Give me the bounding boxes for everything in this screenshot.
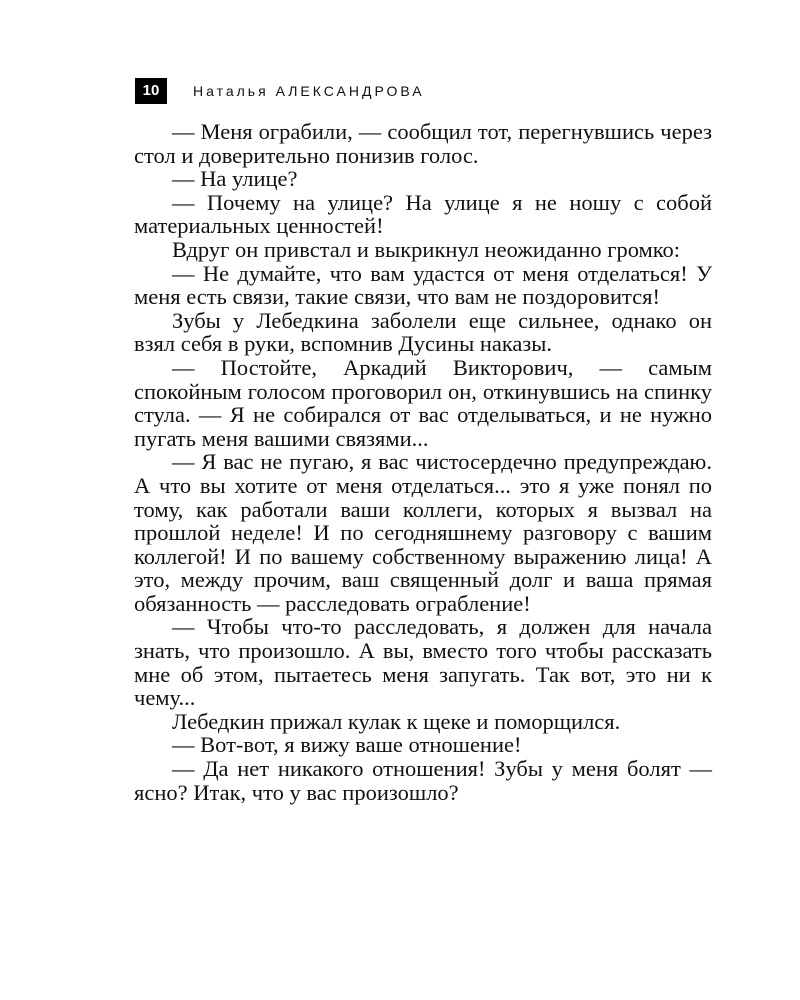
paragraph: — Не думайте, что вам удастся от меня отделаться! У меня есть связи, такие связи, что вам не поздоровится! xyxy=(134,260,712,310)
page-number: 10 xyxy=(135,78,167,104)
paragraph: — Почему на улице? На улице я не ношу с собой материальных ценностей! xyxy=(134,189,712,239)
paragraph: — Меня ограбили, — сообщил тот, перегнувшись через стол и доверительно понизив голос. xyxy=(134,119,712,168)
running-title: Наталья АЛЕКСАНДРОВА xyxy=(193,83,425,99)
paragraph: — Я вас не пугаю, я вас чистосердечно предупреждаю. А что вы хотите от меня отделаться... это я уже понял по тому, как работали ваши коллеги, которых я вызвал на прошлой неделе! И по сегодняшнему разговору с вашим коллегой! И по вашему собственному выражению лица! А это, между прочим, ваш священный долг и ваша прямая обязанность — расследовать ограбление! xyxy=(134,449,712,616)
body-text xyxy=(134,120,712,804)
paragraph: — Чтобы что-то расследовать, я должен для начала знать, что произошло. А вы, вместо того чтобы рассказать мне об этом, пытаетесь меня запугать. Так вот, это ни к чему... xyxy=(134,614,712,711)
paragraph: — Постойте, Аркадий Викторович, — самым спокойным голосом проговорил он, откинувшись на спинку стула. — Я не собирался от вас отделываться, и не нужно пугать меня вашими связями... xyxy=(134,354,712,451)
running-header xyxy=(135,78,425,104)
paragraph: Лебедкин прижал кулак к щеке и поморщился. xyxy=(172,708,621,734)
paragraph: — Да нет никакого отношения! Зубы у меня болят — ясно? Итак, что у вас произошло? xyxy=(134,756,712,805)
paragraph: Зубы у Лебедкина заболели еще сильнее, однако он взял себя в руки, вспомнив Дусины наказы. xyxy=(134,307,712,357)
paragraph: — Вот-вот, я вижу ваше отношение! xyxy=(172,732,522,758)
paragraph: — На улице? xyxy=(172,166,298,192)
paragraph: Вдруг он привстал и выкрикнул неожиданно громко: xyxy=(172,236,681,262)
